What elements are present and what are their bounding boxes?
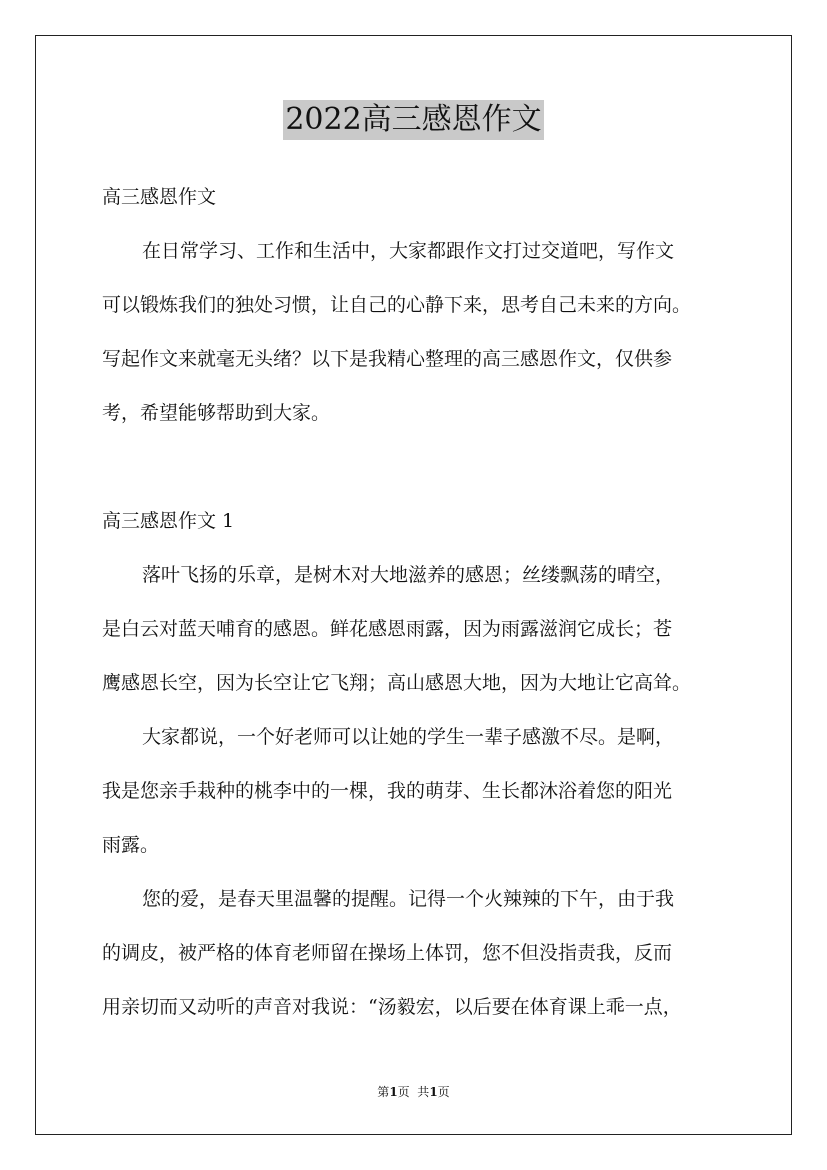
footer-page-mid: 页 共: [397, 1085, 430, 1099]
blank-line: [102, 440, 732, 494]
paragraph-line: 考，希望能够帮助到大家。: [102, 402, 331, 424]
page-footer: [0, 1083, 827, 1100]
section-heading: 高三感恩作文: [102, 186, 217, 208]
paragraph-line: 我是您亲手栽种的桃李中的一棵，我的萌芽、生长都沐浴着您的阳光: [102, 780, 673, 802]
footer-page-total: 1: [429, 1085, 438, 1099]
paragraph-line: 鹰感恩长空，因为长空让它飞翔；高山感恩大地，因为大地让它高耸。: [102, 672, 692, 694]
paragraph-line: 可以锻炼我们的独处习惯，让自己的心静下来，思考自己未来的方向。: [102, 294, 692, 316]
paragraph-line: 写起作文来就毫无头绪？以下是我精心整理的高三感恩作文，仅供参: [102, 348, 673, 370]
footer-page-suffix: 页: [437, 1085, 450, 1099]
paragraph-line: 是白云对蓝天哺育的感恩。鲜花感恩雨露，因为雨露滋润它成长；苍: [102, 618, 673, 640]
footer-page-prefix: 第: [377, 1085, 390, 1099]
section-heading: 高三感恩作文 1: [102, 510, 235, 532]
title-wrap: [0, 100, 827, 140]
paragraph-line: 的调皮，被严格的体育老师留在操场上体罚，您不但没指责我，反而: [102, 942, 673, 964]
paragraph-line: 大家都说，一个好老师可以让她的学生一辈子感激不尽。是啊，: [142, 726, 675, 748]
paragraph-line: 在日常学习、工作和生活中，大家都跟作文打过交道吧，写作文: [142, 240, 675, 262]
paragraph-line: 用亲切而又动听的声音对我说：“汤毅宏，以后要在体育课上乖一点，: [102, 996, 682, 1018]
footer-page-number: 1: [389, 1085, 398, 1099]
document-title: 2022高三感恩作文: [283, 100, 543, 140]
paragraph-line: 雨露。: [102, 834, 160, 856]
paragraph-line: 落叶飞扬的乐章，是树木对大地滋养的感恩；丝缕飘荡的晴空，: [142, 564, 675, 586]
paragraph-line: 您的爱，是春天里温馨的提醒。记得一个火辣辣的下午，由于我: [142, 888, 675, 910]
document-body: [102, 170, 732, 1034]
